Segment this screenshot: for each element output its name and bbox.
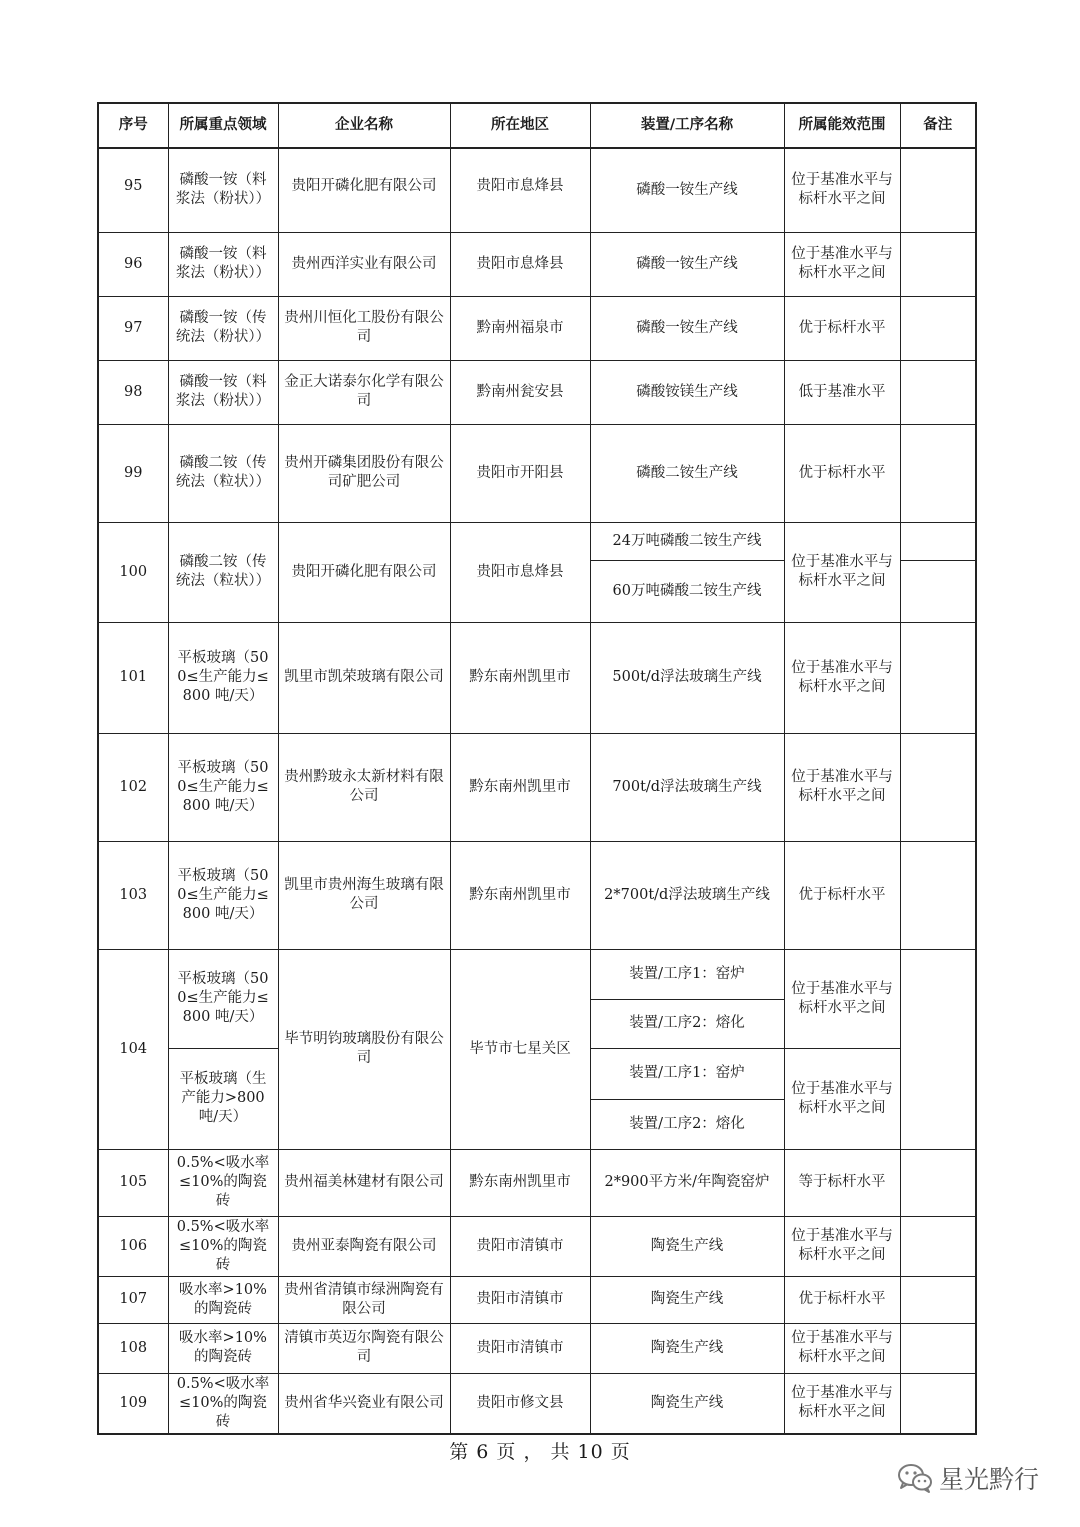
cell-note bbox=[900, 148, 976, 232]
table-row bbox=[98, 296, 976, 360]
cell-region: 贵阳市清镇市 bbox=[450, 1323, 590, 1373]
cell-no: 104 bbox=[98, 949, 168, 1149]
cell-company: 金正大诺泰尔化学有限公司 bbox=[278, 360, 450, 424]
cell-no: 102 bbox=[98, 733, 168, 841]
cell-field: 磷酸二铵（传统法（粒状）） bbox=[168, 522, 278, 622]
cell-no: 105 bbox=[98, 1149, 168, 1216]
cell-scope: 位于基准水平与标杆水平之间 bbox=[784, 148, 900, 232]
cell-note bbox=[900, 1149, 976, 1216]
table-row bbox=[98, 1323, 976, 1373]
cell-field: 平板玻璃（生产能力>800吨/天） bbox=[168, 1048, 278, 1149]
table-row bbox=[98, 148, 976, 232]
cell-field: 平板玻璃（500≤生产能力≤800 吨/天） bbox=[168, 622, 278, 733]
cell-process: 陶瓷生产线 bbox=[590, 1373, 784, 1434]
cell-scope: 位于基准水平与标杆水平之间 bbox=[784, 949, 900, 1048]
table-row bbox=[98, 1149, 976, 1216]
cell-field: 0.5%<吸水率≤10%的陶瓷砖 bbox=[168, 1216, 278, 1276]
cell-no: 95 bbox=[98, 148, 168, 232]
table-row bbox=[98, 1276, 976, 1323]
cell-note bbox=[900, 424, 976, 522]
cell-field: 磷酸一铵（传统法（粉状）） bbox=[168, 296, 278, 360]
cell-region: 黔东南州凯里市 bbox=[450, 622, 590, 733]
cell-note bbox=[900, 1373, 976, 1434]
cell-company: 贵州省华兴瓷业有限公司 bbox=[278, 1373, 450, 1434]
cell-company: 贵阳开磷化肥有限公司 bbox=[278, 522, 450, 622]
cell-field: 平板玻璃（500≤生产能力≤800 吨/天） bbox=[168, 949, 278, 1048]
cell-region: 贵阳市息烽县 bbox=[450, 522, 590, 622]
cell-no: 96 bbox=[98, 232, 168, 296]
cell-scope: 位于基准水平与标杆水平之间 bbox=[784, 1323, 900, 1373]
cell-scope: 优于标杆水平 bbox=[784, 1276, 900, 1323]
cell-field: 磷酸二铵（传统法（粒状）） bbox=[168, 424, 278, 522]
energy-efficiency-table bbox=[97, 102, 977, 1435]
cell-company: 贵阳开磷化肥有限公司 bbox=[278, 148, 450, 232]
header-note: 备注 bbox=[900, 103, 976, 148]
cell-field: 吸水率>10%的陶瓷砖 bbox=[168, 1276, 278, 1323]
cell-no: 103 bbox=[98, 841, 168, 949]
header-process: 装置/工序名称 bbox=[590, 103, 784, 148]
cell-process: 磷酸铵镁生产线 bbox=[590, 360, 784, 424]
cell-no: 99 bbox=[98, 424, 168, 522]
cell-region: 黔南州瓮安县 bbox=[450, 360, 590, 424]
cell-company: 贵州西洋实业有限公司 bbox=[278, 232, 450, 296]
cell-region: 贵阳市清镇市 bbox=[450, 1216, 590, 1276]
header-region: 所在地区 bbox=[450, 103, 590, 148]
cell-scope: 低于基准水平 bbox=[784, 360, 900, 424]
cell-scope: 位于基准水平与标杆水平之间 bbox=[784, 1216, 900, 1276]
cell-company: 贵州省清镇市绿洲陶瓷有限公司 bbox=[278, 1276, 450, 1323]
cell-region: 黔东南州凯里市 bbox=[450, 733, 590, 841]
cell-no: 101 bbox=[98, 622, 168, 733]
cell-region: 贵阳市开阳县 bbox=[450, 424, 590, 522]
cell-field: 磷酸一铵（料浆法（粉状）） bbox=[168, 148, 278, 232]
table-row bbox=[98, 1373, 976, 1434]
cell-company: 清镇市英迈尔陶瓷有限公司 bbox=[278, 1323, 450, 1373]
cell-note bbox=[900, 296, 976, 360]
table-row bbox=[98, 733, 976, 841]
cell-process: 磷酸一铵生产线 bbox=[590, 296, 784, 360]
watermark-text: 星光黔行 bbox=[939, 1465, 1040, 1494]
cell-note bbox=[900, 733, 976, 841]
cell-note bbox=[900, 949, 976, 1149]
cell-scope: 位于基准水平与标杆水平之间 bbox=[784, 232, 900, 296]
cell-note bbox=[900, 1323, 976, 1373]
cell-region: 贵阳市息烽县 bbox=[450, 232, 590, 296]
cell-no: 109 bbox=[98, 1373, 168, 1434]
table-row bbox=[98, 949, 976, 999]
cell-company: 贵州川恒化工股份有限公司 bbox=[278, 296, 450, 360]
cell-process: 磷酸一铵生产线 bbox=[590, 148, 784, 232]
cell-process: 磷酸一铵生产线 bbox=[590, 232, 784, 296]
table-row bbox=[98, 1216, 976, 1276]
cell-process: 装置/工序2：熔化 bbox=[590, 1099, 784, 1149]
cell-no: 100 bbox=[98, 522, 168, 622]
cell-region: 黔东南州凯里市 bbox=[450, 841, 590, 949]
cell-note bbox=[900, 232, 976, 296]
cell-scope: 位于基准水平与标杆水平之间 bbox=[784, 1373, 900, 1434]
cell-note bbox=[900, 841, 976, 949]
cell-note bbox=[900, 522, 976, 560]
cell-note bbox=[900, 560, 976, 622]
cell-field: 磷酸一铵（料浆法（粉状）） bbox=[168, 360, 278, 424]
cell-region: 黔南州福泉市 bbox=[450, 296, 590, 360]
cell-process: 2*900平方米/年陶瓷窑炉 bbox=[590, 1149, 784, 1216]
cell-company: 毕节明钧玻璃股份有限公司 bbox=[278, 949, 450, 1149]
table-row bbox=[98, 424, 976, 522]
cell-company: 贵州开磷集团股份有限公司矿肥公司 bbox=[278, 424, 450, 522]
header-scope: 所属能效范围 bbox=[784, 103, 900, 148]
header-company: 企业名称 bbox=[278, 103, 450, 148]
cell-process: 陶瓷生产线 bbox=[590, 1216, 784, 1276]
cell-region: 贵阳市修文县 bbox=[450, 1373, 590, 1434]
cell-no: 107 bbox=[98, 1276, 168, 1323]
cell-company: 贵州福美林建材有限公司 bbox=[278, 1149, 450, 1216]
table-row bbox=[98, 360, 976, 424]
cell-company: 贵州亚泰陶瓷有限公司 bbox=[278, 1216, 450, 1276]
cell-scope: 等于标杆水平 bbox=[784, 1149, 900, 1216]
cell-region: 毕节市七星关区 bbox=[450, 949, 590, 1149]
cell-process: 磷酸二铵生产线 bbox=[590, 424, 784, 522]
header-no: 序号 bbox=[98, 103, 168, 148]
table-row bbox=[98, 232, 976, 296]
cell-field: 平板玻璃（500≤生产能力≤800 吨/天） bbox=[168, 733, 278, 841]
cell-process: 700t/d浮法玻璃生产线 bbox=[590, 733, 784, 841]
cell-region: 贵阳市息烽县 bbox=[450, 148, 590, 232]
cell-scope: 位于基准水平与标杆水平之间 bbox=[784, 622, 900, 733]
cell-scope: 优于标杆水平 bbox=[784, 296, 900, 360]
cell-scope: 位于基准水平与标杆水平之间 bbox=[784, 522, 900, 622]
cell-field: 0.5%<吸水率≤10%的陶瓷砖 bbox=[168, 1149, 278, 1216]
cell-process: 装置/工序1：窑炉 bbox=[590, 949, 784, 999]
cell-process: 陶瓷生产线 bbox=[590, 1323, 784, 1373]
cell-company: 贵州黔玻永太新材料有限公司 bbox=[278, 733, 450, 841]
cell-note bbox=[900, 360, 976, 424]
watermark bbox=[896, 1458, 1039, 1498]
cell-note bbox=[900, 1276, 976, 1323]
cell-company: 凯里市凯荣玻璃有限公司 bbox=[278, 622, 450, 733]
table-row bbox=[98, 841, 976, 949]
cell-no: 106 bbox=[98, 1216, 168, 1276]
cell-process: 24万吨磷酸二铵生产线 bbox=[590, 522, 784, 560]
cell-note bbox=[900, 622, 976, 733]
wechat-icon bbox=[896, 1462, 934, 1494]
cell-scope: 优于标杆水平 bbox=[784, 841, 900, 949]
cell-note bbox=[900, 1216, 976, 1276]
cell-process: 陶瓷生产线 bbox=[590, 1276, 784, 1323]
cell-process: 装置/工序2：熔化 bbox=[590, 999, 784, 1048]
cell-field: 吸水率>10%的陶瓷砖 bbox=[168, 1323, 278, 1373]
cell-no: 98 bbox=[98, 360, 168, 424]
table-header-row bbox=[98, 103, 976, 148]
cell-field: 平板玻璃（500≤生产能力≤800 吨/天） bbox=[168, 841, 278, 949]
table-row bbox=[98, 522, 976, 560]
header-field: 所属重点领域 bbox=[168, 103, 278, 148]
cell-field: 0.5%<吸水率≤10%的陶瓷砖 bbox=[168, 1373, 278, 1434]
cell-scope: 位于基准水平与标杆水平之间 bbox=[784, 1048, 900, 1149]
cell-scope: 优于标杆水平 bbox=[784, 424, 900, 522]
page-number: 第 6 页 ， 共 10 页 bbox=[449, 1441, 631, 1463]
cell-process: 60万吨磷酸二铵生产线 bbox=[590, 560, 784, 622]
cell-process: 500t/d浮法玻璃生产线 bbox=[590, 622, 784, 733]
cell-company: 凯里市贵州海生玻璃有限公司 bbox=[278, 841, 450, 949]
cell-no: 108 bbox=[98, 1323, 168, 1373]
cell-process: 2*700t/d浮法玻璃生产线 bbox=[590, 841, 784, 949]
table-row bbox=[98, 622, 976, 733]
cell-field: 磷酸一铵（料浆法（粉状）） bbox=[168, 232, 278, 296]
cell-process: 装置/工序1：窑炉 bbox=[590, 1048, 784, 1099]
cell-no: 97 bbox=[98, 296, 168, 360]
cell-region: 贵阳市清镇市 bbox=[450, 1276, 590, 1323]
cell-region: 黔东南州凯里市 bbox=[450, 1149, 590, 1216]
cell-scope: 位于基准水平与标杆水平之间 bbox=[784, 733, 900, 841]
